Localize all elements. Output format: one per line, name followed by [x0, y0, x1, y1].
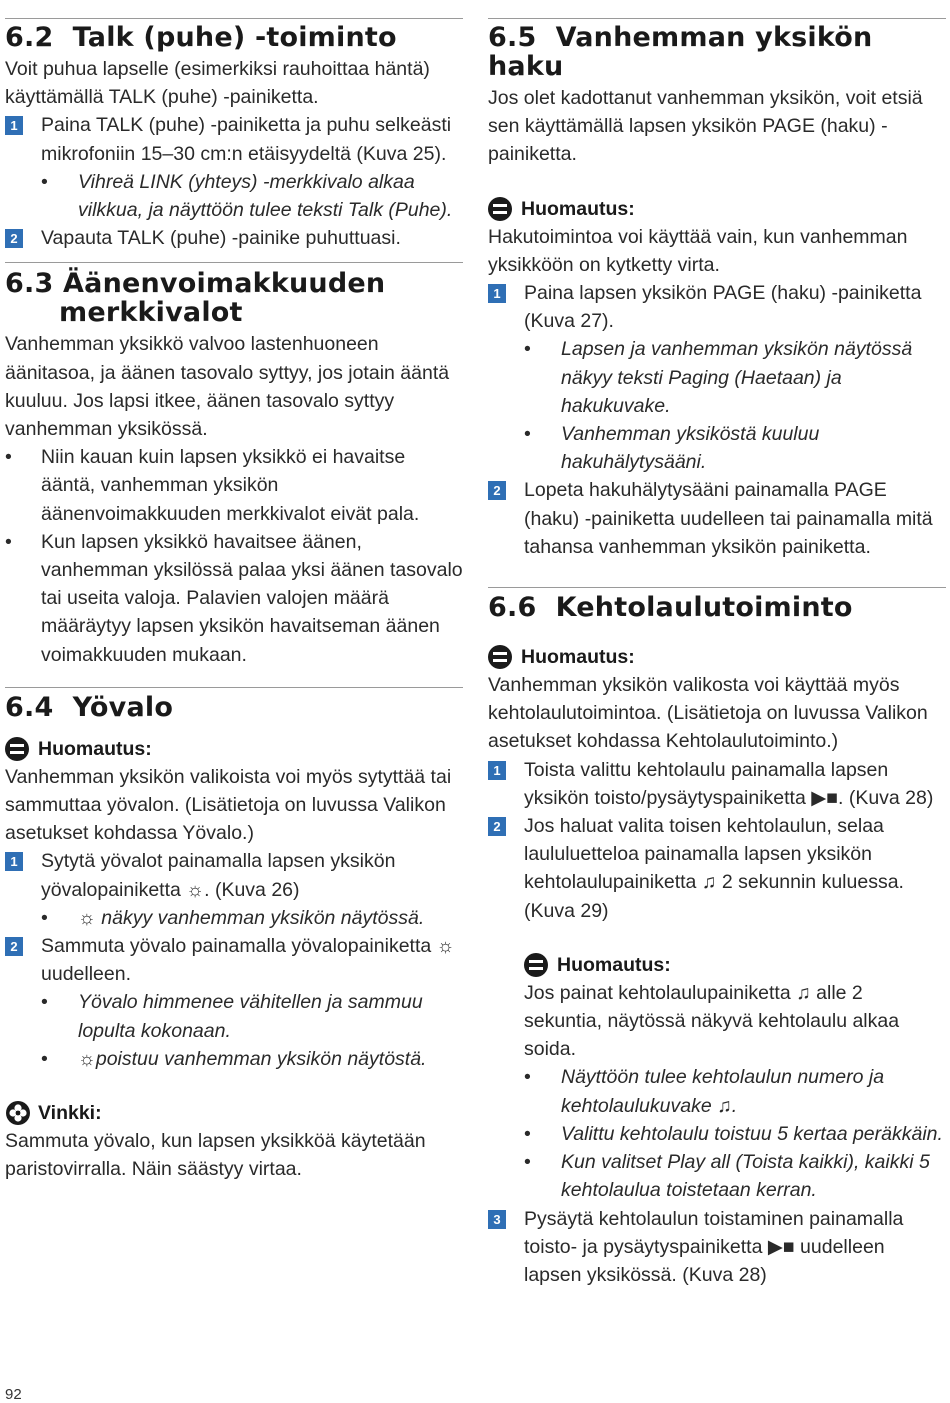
- bullet-item: • ☼ näkyy vanhemman yksikön näytössä.: [5, 904, 463, 932]
- step-1: [488, 756, 946, 812]
- step-text: Toista valittu kehtolaulu painamalla lapsen yksikön toisto/pysäytyspainiketta ▶■. (Kuva 28): [524, 758, 934, 809]
- step-2: [5, 224, 463, 252]
- section-6-3-heading: [5, 269, 463, 327]
- bullet-item: • Näyttöön tulee kehtolaulun numero ja kehtolaulukuvake ♫.: [488, 1063, 946, 1119]
- note-label: Huomautus:: [38, 737, 152, 760]
- step-1: [488, 279, 946, 335]
- note-icon: [488, 645, 512, 669]
- step-number-badge: 1: [488, 284, 506, 303]
- step-text: Lopeta hakuhälytysääni painamalla PAGE (haku) -painiketta uudelleen tai painamalla mitä tahansa vanhemman yksikön painiketta.: [524, 479, 933, 558]
- step-2: [488, 476, 946, 561]
- note-text: Vanhemman yksikön valikosta voi käyttää myös kehtolaulutoimintoa. (Lisätietoja on luvussa Valikon asetukset kohdassa Kehtolaulutoiminto.): [488, 674, 928, 753]
- section-6-2-heading: [5, 23, 463, 52]
- step-text: Vapauta TALK (puhe) -painike puhuttuasi.: [41, 227, 401, 250]
- section-6-5-intro: Jos olet kadottanut vanhemman yksikön, voit etsiä sen käyttämällä lapsen yksikön PAGE (haku) -painiketta.: [488, 87, 923, 166]
- note-icon: [488, 197, 512, 221]
- step-2: [488, 812, 946, 925]
- step-text: Sammuta yövalo painamalla yövalopainiketta ☼ uudelleen.: [41, 935, 455, 986]
- note-label: Huomautus:: [521, 197, 635, 220]
- section-divider: [5, 18, 463, 19]
- bullet-item: • Vanhemman yksiköstä kuuluu hakuhälytysääni.: [488, 420, 946, 476]
- note-text: Jos painat kehtolaulupainiketta ♫ alle 2 sekuntia, näytössä näkyvä kehtolaulu alkaa soida.: [524, 981, 900, 1061]
- section-6-5: [488, 18, 946, 561]
- section-title: Vanhemman yksikön haku: [488, 22, 873, 82]
- section-divider: [488, 18, 946, 19]
- bullet-item: • Kun valitset Play all (Toista kaikki), kaikki 5 kehtolaulua toistetaan kerran.: [488, 1148, 946, 1204]
- bullet-item: • Kun lapsen yksikkö havaitsee äänen, vanhemman yksilössä palaa yksi äänen tasovalo tai useita valoja. Palavien valojen määrä määräytyy lapsen yksikön havaitseman äänen voimakkuuden mukaan.: [5, 528, 463, 669]
- section-6-3: [5, 262, 463, 668]
- section-number: 6.6: [488, 592, 537, 624]
- note-heading: [524, 951, 946, 979]
- step-3: [488, 1205, 946, 1290]
- step-number-badge: 1: [5, 852, 23, 871]
- left-column: [5, 18, 463, 1184]
- page-number: 92: [5, 1386, 22, 1403]
- step-text: Sytytä yövalot painamalla lapsen yksikön yövalopainiketta ☼. (Kuva 26): [41, 850, 396, 901]
- tip-heading: [5, 1099, 463, 1127]
- section-title-line2: merkkivalot: [59, 297, 243, 329]
- bullet-item: • Yövalo himmenee vähitellen ja sammuu lopulta kokonaan.: [5, 988, 463, 1044]
- tip-text: Sammuta yövalo, kun lapsen yksikköä käytetään paristovirralla. Näin säästyy virtaa.: [5, 1130, 426, 1181]
- section-6-4: [5, 687, 463, 1184]
- note-icon: [524, 953, 548, 977]
- section-6-5-heading: [488, 23, 946, 81]
- note-heading: [488, 643, 946, 671]
- bullet-item: • Lapsen ja vanhemman yksikön näytössä näkyy teksti Paging (Haetaan) ja hakukuvake.: [488, 335, 946, 420]
- bullet-item: • Niin kauan kuin lapsen yksikkö ei havaitse ääntä, vanhemman yksikön äänenvoimakkuuden merkkivalot eivät pala.: [5, 443, 463, 528]
- section-divider: [5, 262, 463, 263]
- section-title: Äänenvoimakkuuden: [63, 268, 386, 300]
- section-6-2-intro: Voit puhua lapselle (esimerkiksi rauhoittaa häntä) käyttämällä TALK (puhe) -painiketta.: [5, 58, 430, 109]
- step-text: Pysäytä kehtolaulun toistaminen painamalla toisto- ja pysäytyspainiketta ▶■ uudelleen lapsen yksikössä. (Kuva 28): [524, 1207, 904, 1286]
- step-number-badge: 1: [5, 116, 23, 135]
- section-6-4-heading: [5, 693, 463, 722]
- section-6-6: [488, 587, 946, 1289]
- step-number-badge: 3: [488, 1210, 506, 1229]
- section-title: Kehtolaulutoiminto: [555, 592, 853, 624]
- step-number-badge: 2: [5, 937, 23, 956]
- section-divider: [488, 587, 946, 588]
- section-6-2: [5, 18, 463, 252]
- step-2: [5, 932, 463, 988]
- step-text: Paina TALK (puhe) -painiketta ja puhu selkeästi mikrofoniin 15–30 cm:n etäisyydeltä (Kuva 25).: [41, 114, 452, 165]
- step-1: [5, 111, 463, 167]
- note-label: Huomautus:: [557, 953, 671, 976]
- bullet-item: • Vihreä LINK (yhteys) -merkkivalo alkaa vilkkua, ja näyttöön tulee teksti Talk (Puhe).: [5, 168, 463, 224]
- step-1: [5, 847, 463, 903]
- tip-icon: [5, 1100, 31, 1126]
- note-heading: [5, 735, 463, 763]
- note-icon: [5, 737, 29, 761]
- note-heading: [488, 195, 946, 223]
- bullet-item: • Valittu kehtolaulu toistuu 5 kertaa peräkkäin.: [488, 1120, 946, 1148]
- step-number-badge: 2: [488, 817, 506, 836]
- section-number: 6.2: [5, 22, 54, 53]
- section-title: Talk (puhe) -toiminto: [72, 22, 397, 53]
- section-6-3-intro: Vanhemman yksikkö valvoo lastenhuoneen äänitasoa, ja äänen tasovalo syttyy, jos jotain ääntä kuuluu. Jos lapsi itkee, äänen tasovalo syttyy vanhemman yksikössä.: [5, 333, 450, 441]
- note-text: Hakutoimintoa voi käyttää vain, kun vanhemman yksikköön on kytketty virta.: [488, 225, 908, 276]
- section-number: 6.3: [5, 268, 54, 300]
- nested-note: [488, 951, 946, 1064]
- section-number: 6.4: [5, 691, 54, 723]
- bullet-item: • ☼poistuu vanhemman yksikön näytöstä.: [5, 1045, 463, 1073]
- step-number-badge: 2: [5, 229, 23, 248]
- step-text: Paina lapsen yksikön PAGE (haku) -painiketta (Kuva 27).: [524, 282, 922, 333]
- note-label: Huomautus:: [521, 646, 635, 669]
- tip-label: Vinkki:: [38, 1102, 102, 1125]
- section-6-6-heading: [488, 593, 946, 622]
- right-column: [488, 18, 946, 1289]
- section-title: Yövalo: [72, 691, 174, 723]
- step-number-badge: 1: [488, 761, 506, 780]
- step-number-badge: 2: [488, 481, 506, 500]
- note-text: Vanhemman yksikön valikoista voi myös sytyttää tai sammuttaa yövalon. (Lisätietoja on luvussa Valikon asetukset kohdassa Yövalo.): [5, 765, 452, 845]
- section-number: 6.5: [488, 22, 537, 53]
- section-divider: [5, 687, 463, 688]
- step-text: Jos haluat valita toisen kehtolaulun, selaa laululuetteloa painamalla lapsen yksikön kehtolaulupainiketta ♫ 2 sekunnin kuluessa. (Kuva 29): [524, 815, 904, 922]
